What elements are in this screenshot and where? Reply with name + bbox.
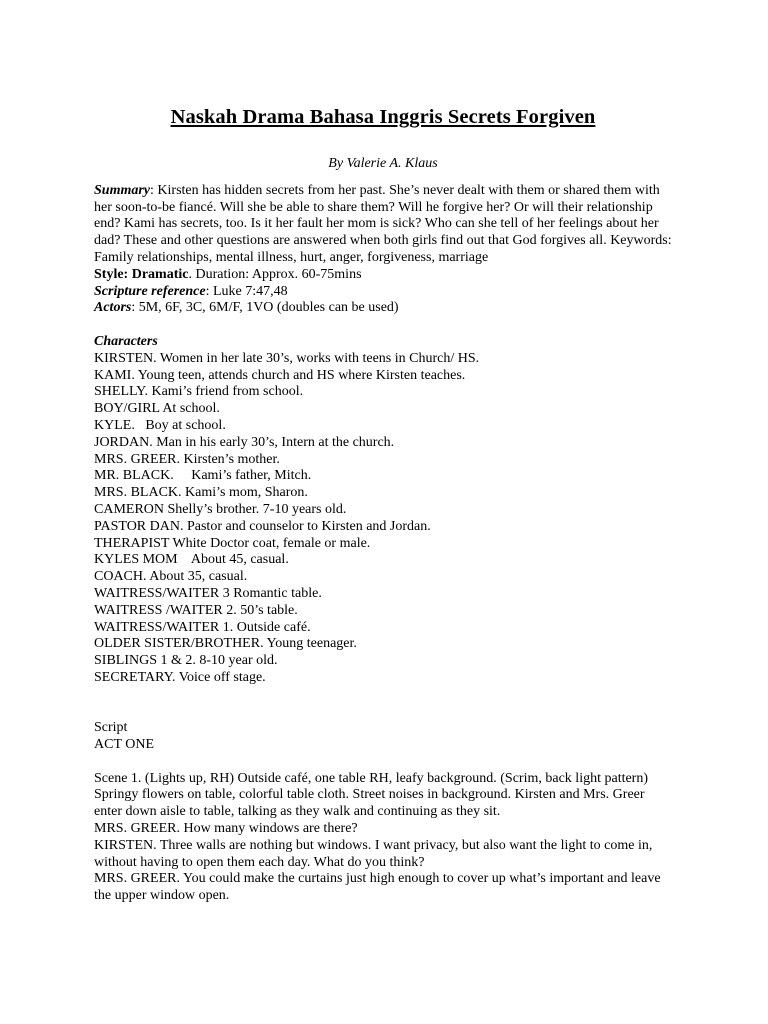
scripture-line bbox=[94, 284, 672, 301]
spacer bbox=[94, 317, 672, 334]
character-item: KIRSTEN. Women in her late 30’s, works with teens in Church/ HS. bbox=[94, 350, 480, 366]
style-line bbox=[94, 267, 672, 284]
spacer bbox=[94, 754, 672, 771]
actors-label: Actors bbox=[94, 300, 132, 316]
character-item: KYLES MOM About 45, casual. bbox=[94, 552, 289, 568]
character-item: KAMI. Young teen, attends church and HS where Kirsten teaches. bbox=[94, 367, 466, 383]
actors-text: : 5M, 6F, 3C, 6M/F, 1VO (doubles can be used) bbox=[131, 300, 399, 316]
character-item: WAITRESS /WAITER 2. 50’s table. bbox=[94, 602, 298, 618]
script-label: Script bbox=[94, 720, 128, 736]
spacer bbox=[94, 687, 672, 704]
act-label: ACT ONE bbox=[94, 737, 155, 753]
style-label: Style: Dramatic bbox=[94, 266, 189, 282]
character-item: MRS. BLACK. Kami’s mom, Sharon. bbox=[94, 485, 308, 501]
character-item: COACH. About 35, casual. bbox=[94, 569, 248, 585]
summary-paragraph bbox=[94, 183, 672, 267]
scripture-label: Scripture reference bbox=[94, 283, 206, 299]
summary-label: Summary bbox=[94, 182, 151, 198]
character-item: THERAPIST White Doctor coat, female or male. bbox=[94, 535, 371, 551]
dialogue-line: KIRSTEN. Three walls are nothing but windows. I want privacy, but also want the light to come in, without having to open them each day. What do you think? bbox=[94, 837, 653, 870]
scene-paragraph: Scene 1. (Lights up, RH) Outside café, one table RH, leafy background. (Scrim, back light pattern) Springy flowers on table, colorful table cloth. Street noises in background. Kirsten and Mrs. Greer enter down aisle to table, talking as they walk and continuing as they sit. bbox=[94, 770, 649, 820]
spacer bbox=[94, 704, 672, 721]
character-item: SHELLY. Kami’s friend from school. bbox=[94, 384, 304, 400]
character-item: KYLE. Boy at school. bbox=[94, 417, 226, 433]
actors-line bbox=[94, 300, 672, 317]
character-item: SECRETARY. Voice off stage. bbox=[94, 669, 266, 685]
character-item: JORDAN. Man in his early 30’s, Intern at the church. bbox=[94, 434, 395, 450]
characters-heading: Characters bbox=[94, 333, 158, 349]
style-text: . Duration: Approx. 60-75mins bbox=[188, 266, 362, 282]
character-item: MRS. GREER. Kirsten’s mother. bbox=[94, 451, 280, 467]
character-item: BOY/GIRL At school. bbox=[94, 401, 220, 417]
dialogue-line: MRS. GREER. You could make the curtains just high enough to cover up what’s important and leave the upper window open. bbox=[94, 871, 661, 904]
character-item: OLDER SISTER/BROTHER. Young teenager. bbox=[94, 636, 357, 652]
characters-list bbox=[94, 351, 672, 687]
scripture-text: : Luke 7:47,48 bbox=[205, 283, 288, 299]
author-line: By Valerie A. Klaus bbox=[328, 156, 438, 171]
document-title: Naskah Drama Bahasa Inggris Secrets Forgiven bbox=[170, 106, 596, 128]
summary-text: : Kirsten has hidden secrets from her past. She’s never dealt with them or shared them with her soon-to-be fiancé. Will she be able to share them? Will he forgive her? Or will their relationship end? Kami has secrets, too. Is it her fault her mom is sick? Who can she tell of her feelings about her dad? These and other questions are answered when both girls find out that God forgives all. Keywords: Family relationships, mental illness, hurt, anger, forgiveness, marriage bbox=[94, 182, 672, 265]
character-item: WAITRESS/WAITER 3 Romantic table. bbox=[94, 585, 322, 601]
dialogue-line: MRS. GREER. How many windows are there? bbox=[94, 821, 358, 837]
character-item: MR. BLACK. Kami’s father, Mitch. bbox=[94, 468, 312, 484]
character-item: CAMERON Shelly’s brother. 7-10 years old. bbox=[94, 501, 347, 517]
character-item: WAITRESS/WAITER 1. Outside café. bbox=[94, 619, 311, 635]
character-item: SIBLINGS 1 & 2. 8-10 year old. bbox=[94, 653, 278, 669]
character-item: PASTOR DAN. Pastor and counselor to Kirsten and Jordan. bbox=[94, 518, 431, 534]
